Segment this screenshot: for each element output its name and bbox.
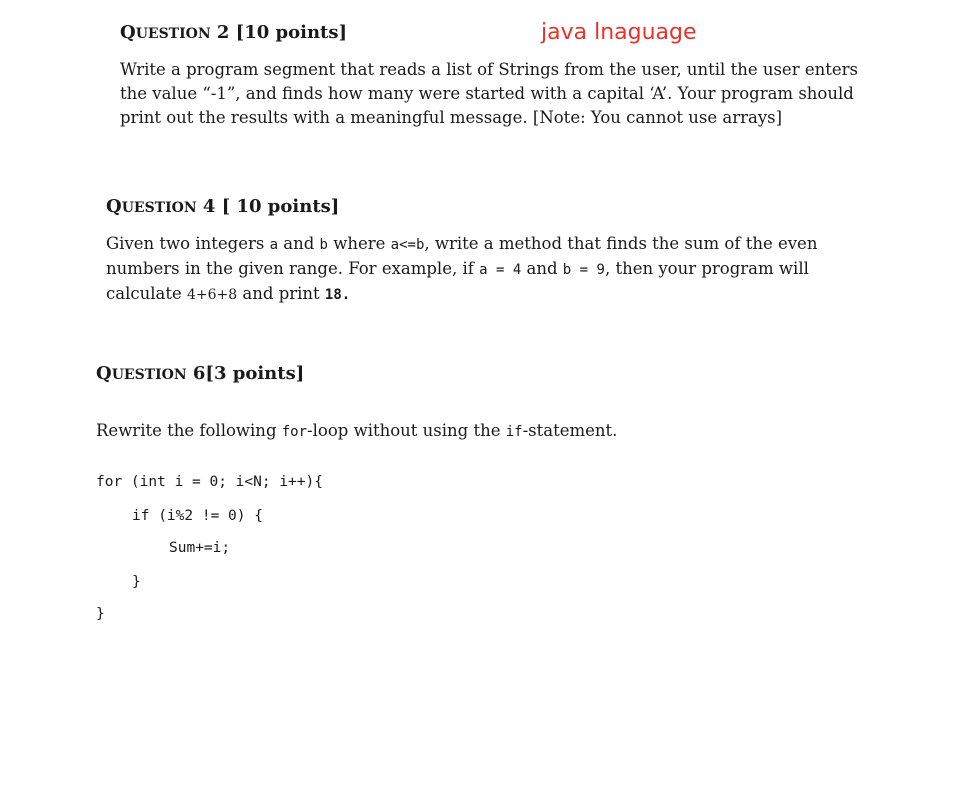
question-4-line-1: Given two integers a and b where a<=b, write a method that finds the sum of the even: [106, 234, 818, 253]
question-2-line-2: the value “-1”, and finds how many were started with a capital ‘A’. Your program should: [120, 84, 854, 103]
question-6-prompt: Rewrite the following for-loop without using the if-statement.: [96, 421, 618, 440]
code-line-sum: Sum+=i;: [169, 540, 231, 556]
handwritten-annotation: java lnaguage: [541, 20, 697, 45]
code-line-close-if: }: [132, 574, 141, 590]
question-4-body: [106, 232, 817, 307]
question-4-line-2: numbers in the given range. For example, if a = 4 and b = 9, then your program will: [106, 259, 809, 278]
question-2-title: QUESTION 2 [10 points]: [120, 22, 348, 43]
code-line-close-for: }: [96, 606, 105, 622]
code-line-for: for (int i = 0; i<N; i++){: [96, 474, 323, 490]
question-2-line-1: Write a program segment that reads a list of Strings from the user, until the user enters: [120, 60, 858, 79]
question-4-line-3: calculate 4+6+8 and print 18.: [106, 284, 351, 303]
question-4-title: QUESTION 4 [ 10 points]: [106, 196, 340, 217]
question-2-line-3: print out the results with a meaningful message. [Note: You cannot use arrays]: [120, 108, 783, 127]
question-6-title: QUESTION 6[3 points]: [96, 363, 305, 384]
question-2-body: [120, 58, 858, 130]
code-line-if: if (i%2 != 0) {: [132, 508, 263, 524]
